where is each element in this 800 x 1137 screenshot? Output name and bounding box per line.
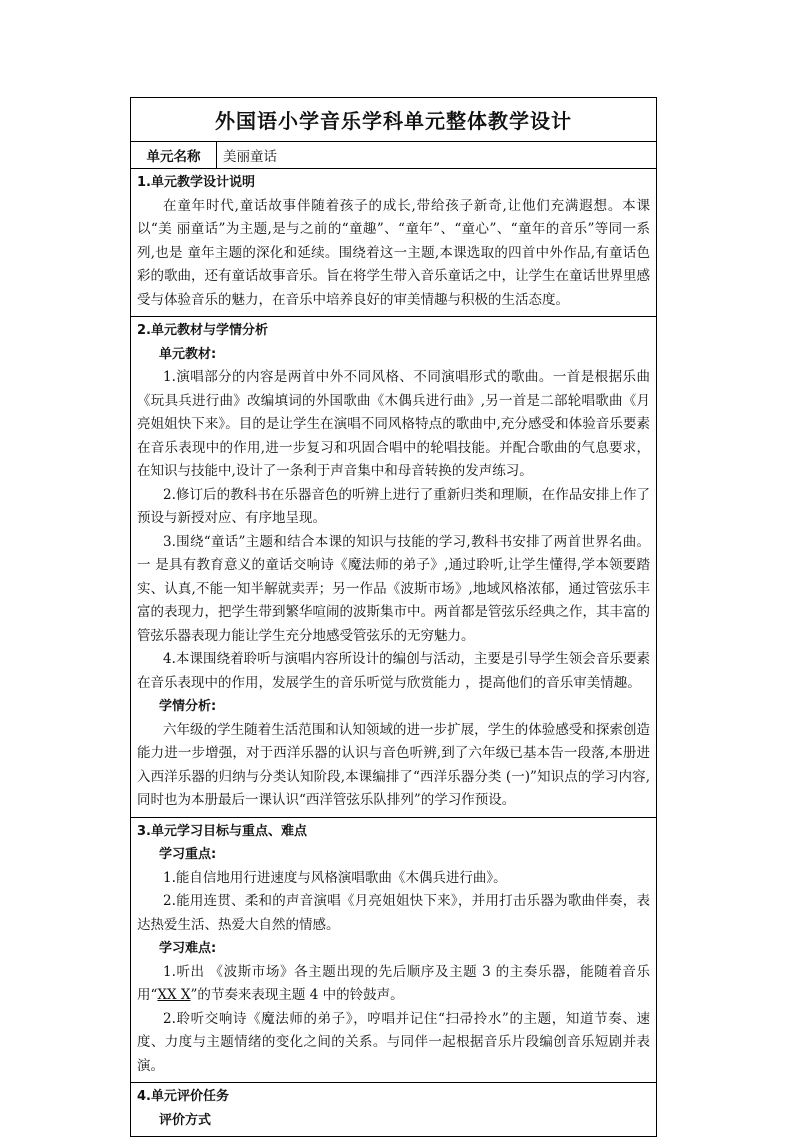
paragraph: 在童年时代,童话故事伴随着孩子的成长,带给孩子新奇,让他们充满遐想。本课以“美 丽童话”为主题,是与之前的“童趣”、“童年”、“童心”、“童年的音乐”等同一系列,也是 童年主题的深化和延续。围绕着这一主题,本课选取的四首中外作品,有童话色彩的歌曲，还有童话故事音乐。旨在将学生带入音乐童话之中，让学生在童话世界里感受与体验音乐的魅力，在音乐中培养良好的审美情趣与积极的生活态度。	[137, 197, 650, 308]
paragraph-text: ”的节奏来表现主题 4 中的铃鼓声。	[190, 987, 404, 1003]
section-heading: 4.单元评价任务	[137, 1089, 229, 1104]
page-title: 外国语小学音乐学科单元整体教学设计	[131, 98, 656, 142]
paragraph: 2.修订后的教科书在乐器音色的听辨上进行了重新归类和理顺，在作品安排上作了预设与新授对应、有序地呈现。	[137, 486, 650, 526]
subheading: 学习重点:	[159, 847, 217, 862]
paragraph: 2.能用连贯、柔和的声音演唱《月亮姐姐快下来》，并用打击乐器为歌曲伴奏，表达热爱生活、热爱大自然的情感。	[137, 893, 650, 933]
paragraph: 2.聆听交响诗《魔法师的弟子》，哼唱并记住“扫帚拎水”的主题，知道节奏、速度、力度与主题情绪的变化之间的关系。与同伴一起根据音乐片段编创音乐短剧并表演。	[137, 1010, 650, 1074]
unit-name-label: 单元名称	[131, 142, 217, 168]
paragraph: 1.能自信地用行进速度与风格演唱歌曲《木偶兵进行曲》。	[163, 869, 507, 886]
section-materials-analysis	[131, 317, 656, 818]
subheading: 学习难点:	[159, 941, 217, 956]
section-evaluation	[131, 1083, 656, 1136]
paragraph: 1.演唱部分的内容是两首中外不同风格、不同演唱形式的歌曲。一首是根据乐曲《玩具兵进行曲》改编填词的外国歌曲《木偶兵进行曲》,另一首是二部轮唱歌曲《月亮姐姐快下来》。目的是让学生在演唱不同风格特点的歌曲中,充分感受和体验音乐要素在音乐表现中的作用,进一步复习和巩固合唱中的轮唱技能。并配合歌曲的气息要求，在知识与技能中,设计了一条利于声音集中和母音转换的发声练习。	[137, 369, 650, 479]
unit-name-row	[131, 142, 656, 169]
subheading: 单元教材:	[159, 346, 217, 362]
section-heading: 2.单元教材与学情分析	[137, 323, 268, 338]
paragraph-text: 1.听出 《波斯市场》各主题出现的先后顺序及主题 3 的主奏乐器，能随着音乐用“	[137, 963, 650, 1003]
subheading: 评价方式	[159, 1112, 212, 1128]
paragraph: 六年级的学生随着生活范围和认知领域的进一步扩展，学生的体验感受和探索创造能力进一步增强，对于西洋乐器的认识与音色听辨,到了六年级已基本告一段落,本册进入西洋乐器的归纳与分类认知阶段,本课编排了“西洋乐器分类 (一)”知识点的学习内容,同时也为本册最后一课认识“西洋管弦乐队排列”的学习作预设。	[137, 721, 650, 808]
rhythm-pattern: XX X	[157, 987, 191, 1003]
subheading: 学情分析:	[159, 699, 217, 714]
paragraph: 3.围绕“童话”主题和结合本课的知识与技能的学习,教科书安排了两首世界名曲。一 是具有教育意义的童话交响诗《魔法师的弟子》,通过聆听,让学生懂得,学本领要踏实、认真,不能一知半解就卖弄；另一作品《波斯市场》,地域风格浓郁，通过管弦乐丰富的表现力，把学生带到繁华喧闹的波斯集市中。两首都是管弦乐经典之作，其丰富的管弦乐器表现力能让学生充分地感受管弦乐的无穷魅力。	[137, 533, 650, 644]
paragraph: 4.本课围绕着聆听与演唱内容所设计的编创与活动，主要是引导学生领会音乐要素在音乐表现中的作用，发展学生的音乐听觉与欣赏能力 ，提高他们的音乐审美情趣。	[137, 651, 650, 691]
section-learning-goals	[131, 818, 656, 1084]
section-heading: 3.单元学习目标与重点、难点	[137, 823, 307, 839]
section-heading: 1.单元教学设计说明	[137, 175, 255, 190]
unit-name-value: 美丽童话	[223, 149, 277, 165]
document-table	[130, 97, 657, 1137]
section-design-description	[131, 169, 656, 317]
paragraph	[137, 961, 650, 1008]
